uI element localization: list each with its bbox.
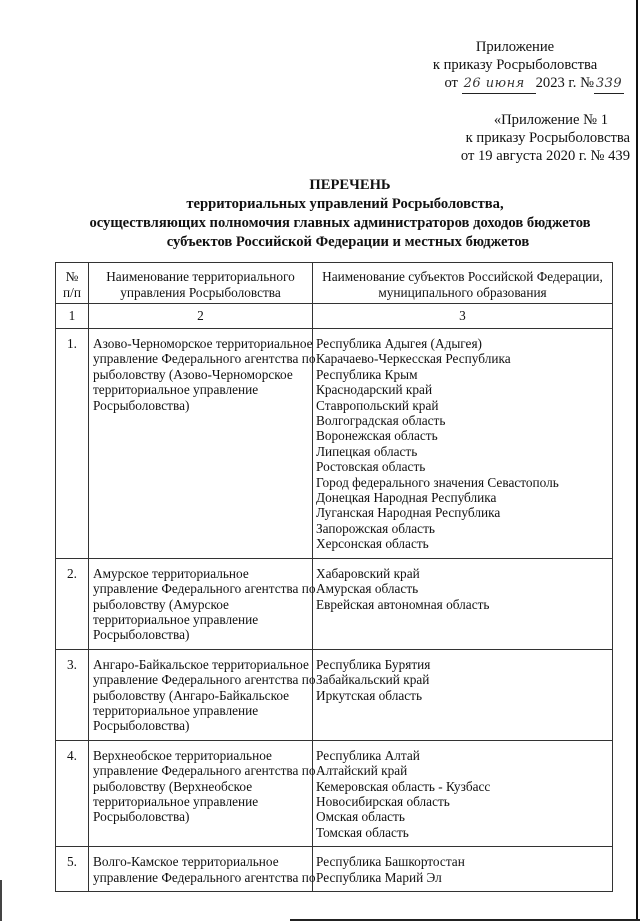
office-name-line: рыболовству (Ангаро-Байкальское (93, 687, 290, 703)
scan-edge-right (636, 0, 638, 921)
header-subjects (313, 263, 613, 304)
subject-item: Еврейская автономная область (316, 596, 490, 612)
header-number-line-2: п/п (63, 284, 81, 300)
office-name-line: управление Федерального агентства по (93, 351, 316, 367)
table-row (56, 649, 613, 740)
column-number: 3 (313, 304, 613, 329)
handwritten-date: 26 июня (462, 75, 536, 94)
subjects-list (313, 847, 613, 892)
column-number: 2 (89, 304, 313, 329)
table-row (56, 558, 613, 649)
row-number: 2. (56, 558, 89, 649)
date-prefix: от (444, 75, 458, 91)
approval-order-ref: к приказу Росрыболовства (432, 57, 598, 73)
office-name-line: управление Федерального агентства по (93, 672, 316, 688)
subject-item: Кемеровская область - Кузбасс (316, 778, 491, 794)
title-line-3: осуществляющих полномочия главных администраторов доходов бюджетов (89, 215, 591, 231)
office-name-line: управление Федерального агентства по (93, 763, 316, 779)
territorial-offices-table (55, 262, 613, 892)
subject-item: Донецкая Народная Республика (316, 490, 497, 506)
subject-item: Воронежская область (316, 428, 438, 444)
office-name-line: Росрыболовства) (93, 397, 190, 413)
header-office-name (89, 263, 313, 304)
subject-item: Хабаровский край (316, 565, 420, 581)
table-row (56, 740, 613, 846)
row-number: 3. (56, 649, 89, 740)
row-number: 1. (56, 329, 89, 559)
original-ref-line-1: «Приложение № 1 (493, 112, 608, 128)
column-number: 1 (56, 304, 89, 329)
subjects-list (313, 649, 613, 740)
subject-item: Ростовская область (316, 459, 426, 475)
office-name (89, 847, 316, 892)
office-name-line: Азово-Черноморское территориальное (93, 336, 313, 351)
office-name-line: Ангаро-Байкальское территориальное (93, 656, 309, 672)
title-line-2: территориальных управлений Росрыболовства, (186, 196, 504, 212)
year-text: 2023 г. № (535, 75, 594, 91)
office-name-line: территориальное управление (93, 611, 259, 627)
subject-item: Ставропольский край (316, 397, 439, 413)
subject-item: Иркутская область (316, 687, 423, 703)
handwritten-number: 339 (594, 75, 624, 94)
subject-item: Волгоградская область (316, 413, 446, 429)
subject-item: Республика Алтай (316, 747, 420, 763)
office-name-line: Волго-Камское территориальное (93, 854, 279, 870)
subject-item: Алтайский край (316, 763, 408, 779)
header-office-line-2: управления Росрыболовства (120, 284, 281, 300)
subject-item: Амурская область (316, 581, 419, 597)
header-subjects-line-2: муниципального образования (378, 284, 547, 300)
row-number: 4. (56, 740, 89, 846)
row-number: 5. (56, 847, 89, 892)
title-heading: ПЕРЕЧЕНЬ (309, 177, 391, 193)
office-name-line: территориальное управление (93, 382, 259, 398)
header-office-line-1: Наименование территориального (106, 269, 295, 285)
original-ref-line-3: от 19 августа 2020 г. № 439 (460, 148, 630, 164)
office-name-line: Росрыболовства) (93, 627, 190, 643)
header-number-line-1: № (65, 269, 79, 285)
office-name-line: Верхнеобское территориальное (93, 747, 272, 763)
subject-item: Республика Крым (316, 366, 418, 382)
subject-item: Томская область (316, 824, 409, 840)
subject-item: Краснодарский край (316, 382, 433, 398)
office-name-line: рыболовству (Азово-Черноморское (93, 366, 293, 382)
table-header-row (56, 263, 613, 304)
office-name-line: Росрыболовства) (93, 718, 190, 734)
subject-item: Забайкальский край (316, 672, 430, 688)
scan-edge-left (0, 880, 2, 921)
subject-item: Херсонская область (316, 536, 429, 552)
office-name (89, 329, 316, 559)
office-name-line: рыболовству (Верхнеобское (93, 778, 253, 794)
subject-item: Республика Башкортостан (316, 854, 465, 870)
office-name-line: территориальное управление (93, 793, 259, 809)
approval-block (404, 38, 626, 94)
office-name (89, 558, 316, 649)
office-name-line: управление Федерального агентства по (93, 869, 316, 885)
approval-title: Приложение (475, 39, 555, 55)
table-row (56, 847, 613, 892)
subject-item: Карачаево-Черкесская Республика (316, 351, 511, 367)
subject-item: Липецкая область (316, 443, 418, 459)
office-name (89, 649, 316, 740)
subjects-list (313, 558, 613, 649)
subject-item: Республика Адыгея (Адыгея) (316, 336, 482, 351)
office-name-line: Росрыболовства) (93, 809, 190, 825)
subject-item: Запорожская область (316, 520, 435, 536)
office-name-line: Амурское территориальное (93, 565, 249, 581)
title-line-4: субъектов Российской Федерации и местных бюджетов (166, 234, 530, 250)
header-subjects-line-1: Наименование субъектов Российской Федерации, (322, 269, 603, 285)
approval-date-line (404, 74, 626, 94)
office-name-line: рыболовству (Амурское (93, 596, 229, 612)
subject-item: Республика Марий Эл (316, 869, 442, 885)
original-ref-line-2: к приказу Росрыболовства (465, 130, 630, 146)
office-name-line: территориальное управление (93, 702, 259, 718)
subject-item: Город федерального значения Севастополь (316, 474, 559, 490)
table-row (56, 329, 613, 559)
original-reference-block (410, 111, 636, 165)
header-number (56, 263, 89, 304)
subject-item: Республика Бурятия (316, 656, 431, 672)
column-number-row (56, 304, 613, 329)
office-name-line: управление Федерального агентства по (93, 581, 316, 597)
office-name (89, 740, 316, 846)
document-title (40, 176, 640, 252)
subject-item: Луганская Народная Республика (316, 505, 501, 521)
subject-item: Омская область (316, 809, 405, 825)
subjects-list (313, 329, 613, 559)
subject-item: Новосибирская область (316, 793, 450, 809)
subjects-list (313, 740, 613, 846)
